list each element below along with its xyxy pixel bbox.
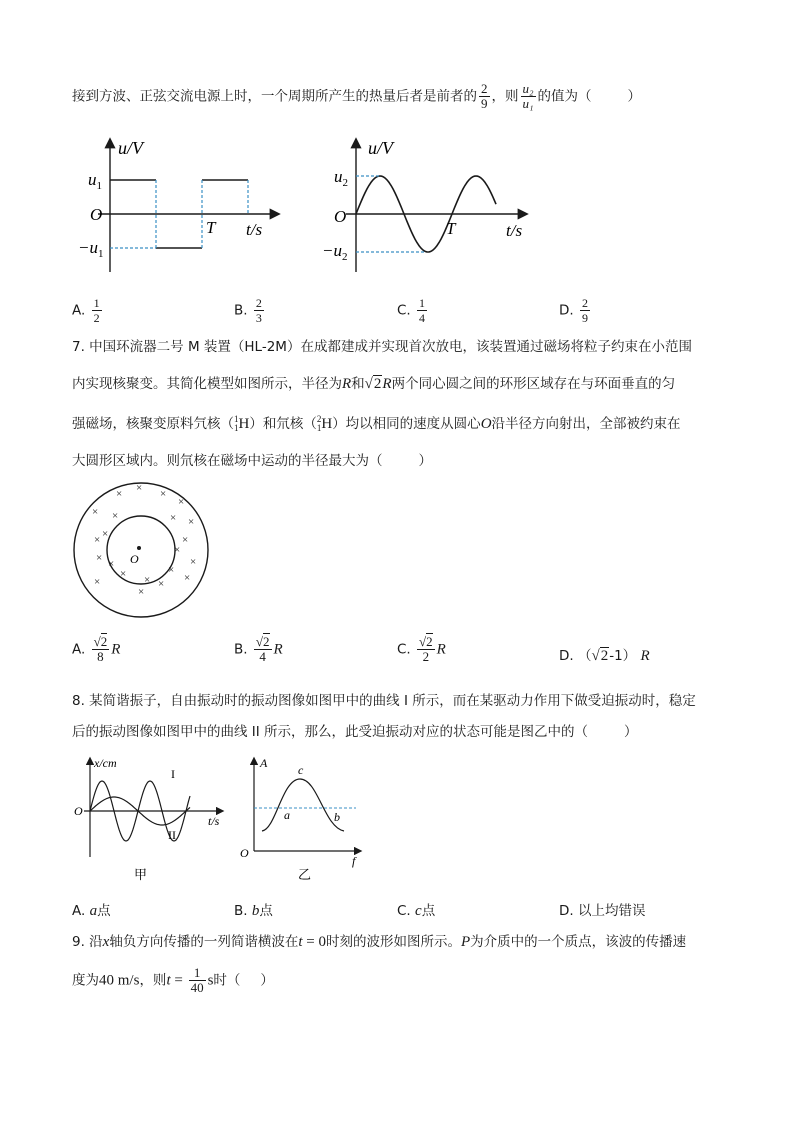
q8-line1: 8. 某简谐振子，自由振动时的振动图像如图甲中的曲线 I 所示，而在某驱动力作用下做受迫振动时，稳定 — [72, 693, 696, 709]
deuterium-nuclide: 2 1 — [316, 414, 322, 433]
y-axis-label: A — [260, 756, 268, 770]
q8-option-c[interactable]: C. c点 — [397, 903, 436, 919]
period-label: T — [446, 219, 456, 238]
x-axis-label: f — [352, 854, 356, 868]
sqrt-2-R: √2R — [364, 376, 392, 392]
resonance-curve — [262, 779, 344, 831]
time-fraction: $\frac{1}{40}$ — [190, 965, 204, 995]
q6-stem: 接到方波、正弦交流电源上时，一个周期所产生的热量后者是前者的 $\frac{2}{9}$ ，则 $\frac{\text{u₂}}{\text{u₁}}$ 的值为（ ） — [72, 81, 642, 111]
q6-stem-fraction: $\frac{2}{9}$ — [481, 81, 488, 111]
field-mark: × — [96, 552, 103, 564]
field-mark: × — [170, 512, 177, 524]
q7-option-a[interactable]: A. $\frac{√2}{8}$ R — [72, 634, 121, 664]
q8-figure-jia — [70, 755, 230, 885]
q6-ratio-fraction: $\frac{\text{u₂}}{\text{u₁}}$ — [522, 81, 534, 111]
u1-label: $u_1$ — [88, 170, 102, 192]
q7-line3: 强磁场，核聚变原料氕核（ 1 1 H）和氘核（ 2 1 H）均以相同的速度从圆心O沿半径方向射出，全部被约束在 — [72, 414, 681, 433]
curve-i-label: I — [171, 767, 175, 781]
x-axis-label: t/s — [246, 220, 263, 239]
field-mark: × — [92, 506, 99, 518]
field-mark: × — [184, 572, 191, 584]
y-axis-label: u/V — [368, 138, 393, 158]
point-c-label: c — [298, 763, 304, 777]
q8-option-b[interactable]: B. b点 — [234, 903, 273, 919]
field-mark: × — [94, 534, 101, 546]
field-mark: × — [174, 544, 181, 556]
q8-figure-yi — [236, 755, 366, 885]
x-axis-label: t/s — [506, 221, 523, 240]
field-mark: × — [188, 516, 195, 528]
q7-line4: 大圆形区域内。则氘核在磁场中运动的半径最大为（ ） — [72, 453, 432, 469]
field-mark: × — [144, 574, 151, 586]
field-mark: × — [160, 488, 167, 500]
field-mark: × — [178, 496, 185, 508]
q8-line2: 后的振动图像如图甲中的曲线 II 所示，那么，此受迫振动对应的状态可能是图乙中的（ ） — [72, 724, 638, 740]
figure-caption: 甲 — [134, 867, 148, 882]
field-mark: × — [138, 586, 145, 598]
field-mark: × — [136, 482, 143, 494]
q6-option-d[interactable]: D. $\frac{2}{9}$ — [559, 296, 588, 325]
y-axis-label: x/cm — [94, 756, 117, 770]
q7-line1: 7. 中国环流器二号 M 装置（HL-2M）在成都建成并实现首次放电，该装置通过磁场将粒子约束在小范围 — [72, 339, 692, 355]
q7-option-d[interactable]: D. （√2-1） R — [559, 648, 650, 664]
figure-caption: 乙 — [298, 867, 312, 882]
origin-label: O — [334, 207, 347, 226]
origin-label: O — [240, 846, 249, 860]
q7-line2: 内实现核聚变。其简化模型如图所示，半径为R和√2R两个同心圆之间的环形区域存在与环面垂直的匀 — [72, 376, 676, 392]
field-mark: × — [94, 576, 101, 588]
q6-option-b[interactable]: B. $\frac{2}{3}$ — [234, 296, 262, 325]
q6-stem-text: 接到方波、正弦交流电源上时，一个周期所产生的热量后者是前者的 — [72, 88, 477, 105]
field-marks — [92, 482, 196, 598]
origin-label: O — [90, 205, 103, 224]
point-b-label: b — [334, 810, 340, 824]
field-mark: × — [108, 558, 115, 570]
curve-ii-label: II — [168, 828, 176, 842]
field-mark: × — [102, 528, 109, 540]
u2-label: $u_2$ — [334, 167, 348, 189]
field-mark: × — [182, 534, 189, 546]
origin-label: O — [130, 552, 139, 566]
q6-option-a[interactable]: A. $\frac{1}{2}$ — [72, 296, 100, 325]
y-axis-label: u/V — [118, 138, 143, 158]
field-mark: × — [190, 556, 197, 568]
center-point — [137, 546, 141, 550]
field-mark: × — [116, 488, 123, 500]
q6-square-wave-figure — [78, 132, 288, 282]
q7-magnetic-field-figure — [72, 481, 210, 619]
q8-option-d[interactable]: D. 以上均错误 — [559, 903, 646, 919]
field-mark: × — [168, 564, 175, 576]
x-axis-label: t/s — [208, 814, 220, 828]
field-mark: × — [112, 510, 119, 522]
q6-option-c[interactable]: C. $\frac{1}{4}$ — [397, 296, 426, 325]
field-mark: × — [120, 568, 127, 580]
protium-nuclide: 1 1 — [234, 414, 239, 433]
neg-u2-label: $-u_2$ — [322, 241, 348, 263]
point-a-label: a — [284, 808, 290, 822]
q7-option-c[interactable]: C. $\frac{√2}{2}$ R — [397, 634, 446, 664]
q9-line2: 度为40 m/s，则t = $\frac{1}{40}$ s时（ ） — [72, 965, 274, 995]
q6-sine-wave-figure — [322, 132, 532, 282]
q7-option-b[interactable]: B. $\frac{√2}{4}$ R — [234, 634, 283, 664]
origin-label: O — [74, 804, 83, 818]
neg-u1-label: $-u_1$ — [78, 238, 104, 260]
period-label: T — [206, 218, 216, 237]
inner-circle — [107, 516, 175, 584]
q8-option-a[interactable]: A. a点 — [72, 903, 111, 919]
field-mark: × — [158, 578, 165, 590]
q9-line1: 9. 沿x轴负方向传播的一列简谐横波在t = 0时刻的波形如图所示。P为介质中的一个质点，该波的传播速 — [72, 934, 687, 950]
